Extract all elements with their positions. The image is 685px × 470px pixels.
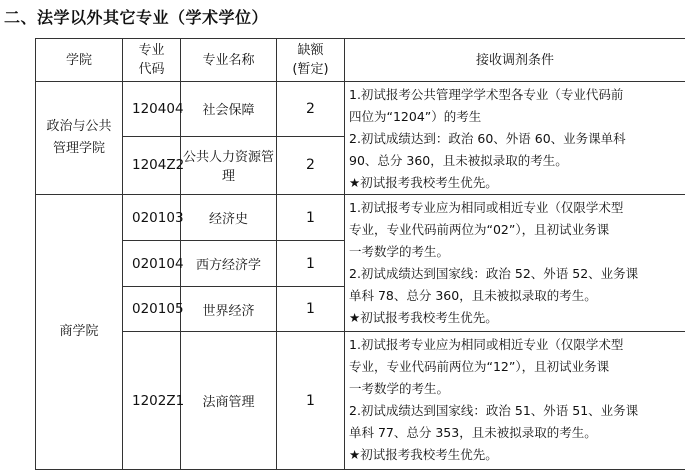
major-code: 1202Z1	[123, 332, 181, 470]
table-row	[36, 332, 685, 470]
major-code: 1204Z2	[123, 136, 181, 194]
major-name: 西方经济学	[181, 241, 277, 287]
college-cell: 商学院	[36, 195, 123, 470]
header-college: 学院	[36, 39, 123, 82]
quota-value: 2	[277, 136, 345, 194]
major-name: 社会保障	[181, 82, 277, 137]
major-code: 020103	[123, 195, 181, 241]
major-name: 经济史	[181, 195, 277, 241]
quota-value: 1	[277, 332, 345, 470]
quota-value: 1	[277, 241, 345, 287]
table-row	[36, 195, 685, 241]
major-name: 世界经济	[181, 287, 277, 332]
conditions-cell: 1.初试报考公共管理学学术型各专业（专业代码前 四位为“1204”）的考生 2.初试成绩达到：政治 60、外语 60、业务课单科 90、总分 360，且未被拟录取的考生。 ★初试报考我校考生优先。	[345, 82, 685, 195]
conditions-cell: 1.初试报考专业应为相同或相近专业（仅限学术型 专业，专业代码前两位为“12”），且初试业务课 一考数学的考生。 2.初试成绩达到国家线：政治 51、外语 51、业务课 单科 77、总分 353，且未被拟录取的考生。 ★初试报考我校考生优先。	[345, 332, 685, 470]
major-code: 020105	[123, 287, 181, 332]
header-quota: 缺额 (暂定)	[277, 39, 345, 82]
header-conditions: 接收调剂条件	[345, 39, 685, 82]
quota-value: 1	[277, 287, 345, 332]
quota-value: 2	[277, 82, 345, 137]
header-row	[36, 39, 685, 82]
major-name: 公共人力资源管理	[181, 136, 277, 194]
conditions-cell: 1.初试报考专业应为相同或相近专业（仅限学术型 专业，专业代码前两位为“02”），且初试业务课 一考数学的考生。 2.初试成绩达到国家线：政治 52、外语 52、业务课 单科 78、总分 360，且未被拟录取的考生。 ★初试报考我校考生优先。	[345, 195, 685, 332]
adjustment-table	[35, 38, 685, 470]
section-heading: 二、法学以外其它专业（学术学位）	[4, 5, 268, 28]
major-name: 法商管理	[181, 332, 277, 470]
header-code: 专业 代码	[123, 39, 181, 82]
quota-value: 1	[277, 195, 345, 241]
header-major-name: 专业名称	[181, 39, 277, 82]
table-row	[36, 82, 685, 137]
college-cell: 政治与公共 管理学院	[36, 82, 123, 195]
major-code: 020104	[123, 241, 181, 287]
major-code: 120404	[123, 82, 181, 137]
